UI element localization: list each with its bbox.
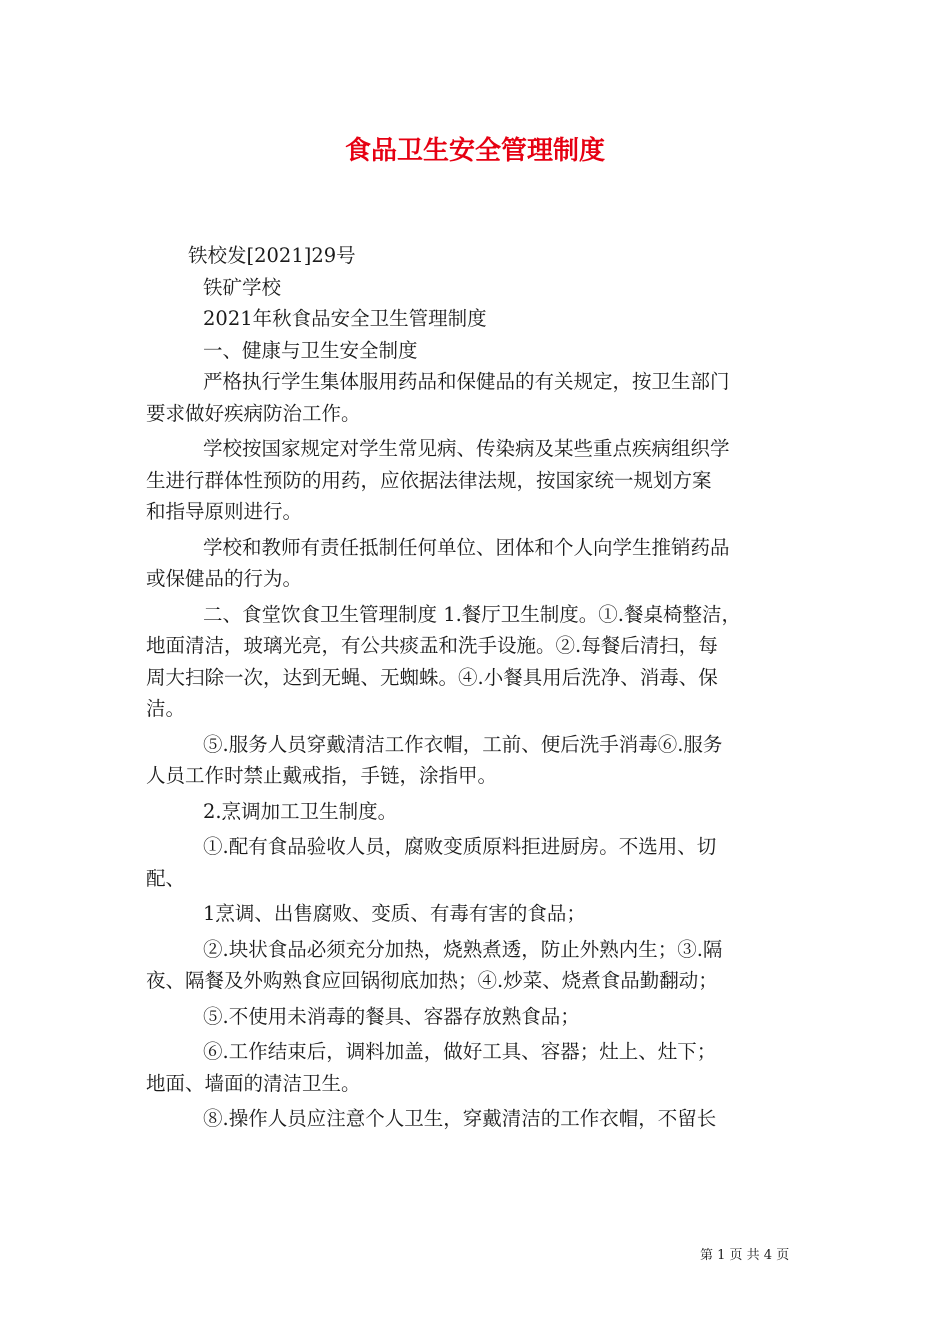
text-line: ⑤.服务人员穿戴清洁工作衣帽，工前、便后洗手消毒⑥.服务 (203, 732, 723, 756)
subsection-heading: 2.烹调加工卫生制度。 (203, 799, 398, 823)
text-line: 学校按国家规定对学生常见病、传染病及某些重点疾病组织学 (203, 437, 730, 460)
section-heading-1: 一、健康与卫生安全制度 (203, 338, 418, 362)
doc-number: 铁校发[2021]29号 (188, 244, 356, 267)
text-line: 洁。 (146, 697, 186, 720)
doc-subtitle: 2021年秋食品安全卫生管理制度 (203, 307, 487, 330)
text-line: 人员工作时禁止戴戒指，手链，涂指甲。 (146, 764, 498, 787)
text-line: ①.配有食品验收人员，腐败变质原料拒进厨房。不选用、切 (203, 835, 717, 858)
text-line: 配、 (146, 866, 186, 890)
text-line: 和指导原则进行。 (146, 500, 303, 523)
text-line: 要求做好疾病防治工作。 (146, 401, 361, 425)
text-line: 严格执行学生集体服用药品和保健品的有关规定，按卫生部门 (203, 370, 730, 393)
text-line: 地面清洁，玻璃光亮，有公共痰盂和洗手设施。②.每餐后清扫，每 (146, 634, 718, 657)
text-line: 1烹调、出售腐败、变质、有毒有害的食品； (203, 902, 586, 925)
document-body (146, 240, 806, 1135)
section-heading-2: 二、食堂饮食卫生管理制度 1.餐厅卫生制度。①.餐桌椅整洁， (203, 602, 742, 626)
text-line: ⑤.不使用未消毒的餐具、容器存放熟食品； (203, 1004, 580, 1028)
page-indicator: 第 1 页 共 4 页 (700, 1248, 790, 1263)
text-line: ②.块状食品必须充分加热，烧熟煮透，防止外熟内生；③.隔 (203, 937, 723, 961)
page-title: 食品卫生安全管理制度 (344, 136, 605, 166)
text-line: 学校和教师有责任抵制任何单位、团体和个人向学生推销药品 (203, 535, 730, 559)
text-line: 夜、隔餐及外购熟食应回锅彻底加热；④.炒菜、烧煮食品勤翻动； (146, 969, 718, 992)
text-line: ⑥.工作结束后，调料加盖，做好工具、容器；灶上、灶下； (203, 1040, 717, 1063)
text-line: 或保健品的行为。 (146, 567, 303, 590)
text-line: 地面、墙面的清洁卫生。 (146, 1071, 361, 1095)
school-name: 铁矿学校 (203, 275, 282, 299)
text-line: 周大扫除一次，达到无蝇、无蜘蛛。④.小餐具用后洗净、消毒、保 (146, 665, 718, 689)
text-line: ⑧.操作人员应注意个人卫生，穿戴清洁的工作衣帽，不留长 (203, 1107, 717, 1130)
text-line: 生进行群体性预防的用药，应依据法律法规，按国家统一规划方案 (146, 468, 712, 492)
